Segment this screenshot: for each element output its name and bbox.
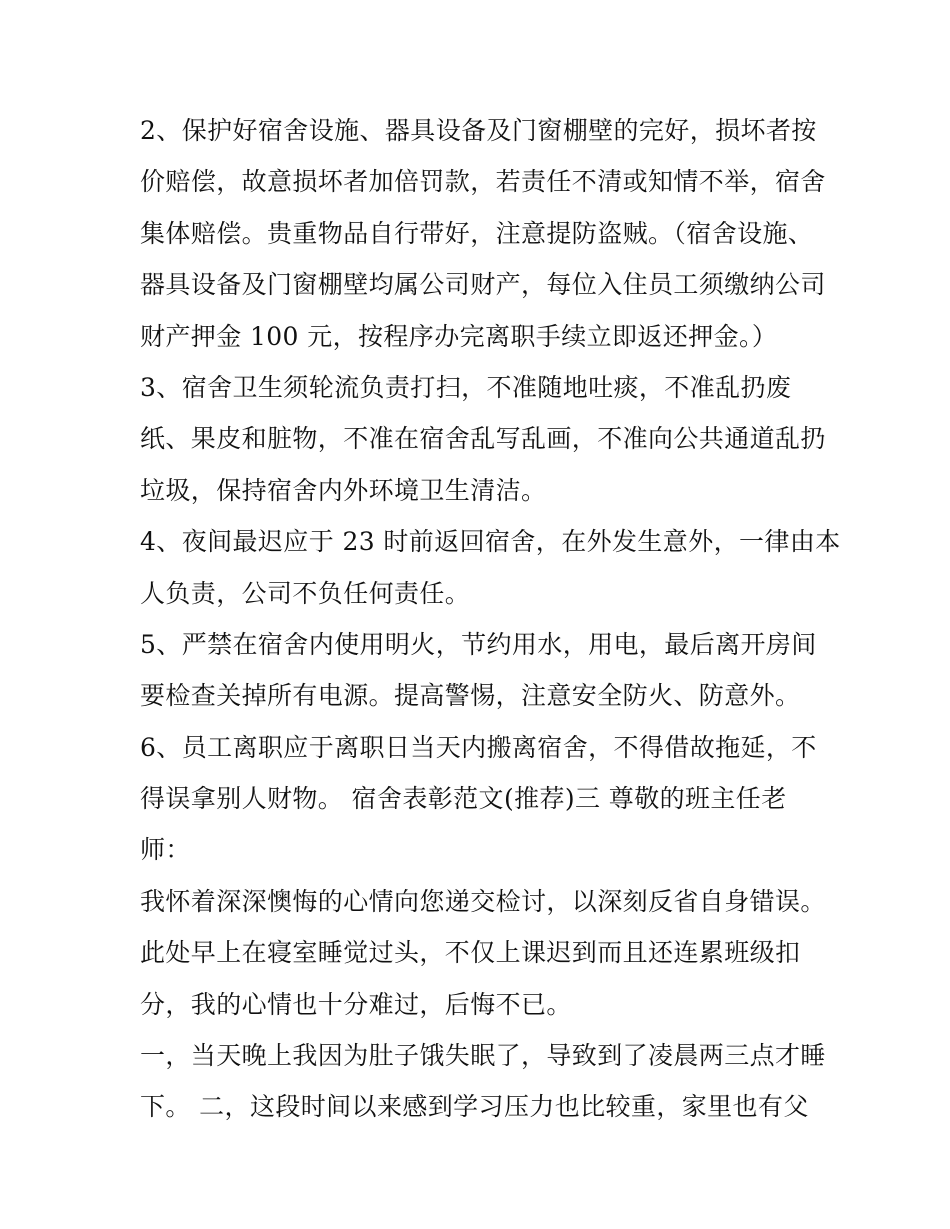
text-line: 集体赔偿。贵重物品自行带好，注意提防盗贼。（宿舍设施、 <box>140 218 814 248</box>
text-line: 我怀着深深懊悔的心情向您递交检讨，以深刻反省自身错误。 <box>140 886 826 916</box>
text-line: 价赔偿，故意损坏者加倍罚款，若责任不清或知情不举，宿舍 <box>140 167 826 197</box>
text-line: 一，当天晚上我因为肚子饿失眠了，导致到了凌晨两三点才睡 <box>140 1041 826 1071</box>
text-line: 得误拿别人财物。 宿舍表彰范文(推荐)三 尊敬的班主任老 <box>140 784 787 814</box>
text-line: 分，我的心情也十分难过，后悔不已。 <box>140 989 572 1019</box>
text-line: 6、员工离职应于离职日当天内搬离宿舍，不得借故拖延，不 <box>140 732 817 762</box>
text-line: 纸、果皮和脏物，不准在宿舍乱写乱画，不准向公共通道乱扔 <box>140 424 826 454</box>
text-line: 下。 二，这段时间以来感到学习压力也比较重，家里也有父 <box>140 1092 809 1122</box>
text-line: 5、严禁在宿舍内使用明火，节约用水，用电，最后离开房间 <box>140 629 817 659</box>
text-line: 器具设备及门窗棚壁均属公司财产，每位入住员工须缴纳公司 <box>140 270 826 300</box>
text-line: 此处早上在寝室睡觉过头，不仅上课迟到而且还连累班级扣 <box>140 938 801 968</box>
text-line: 财产押金 100 元，按程序办完离职手续立即返还押金。） <box>140 321 778 351</box>
text-line: 人负责，公司不负任何责任。 <box>140 578 471 608</box>
text-line: 要检查关掉所有电源。提高警惕，注意安全防火、防意外。 <box>140 681 801 711</box>
text-line: 2、保护好宿舍设施、器具设备及门窗棚壁的完好，损坏者按 <box>140 116 817 145</box>
text-line: 3、宿舍卫生须轮流负责打扫，不准随地吐痰，不准乱扔废 <box>140 372 792 402</box>
text-line: 4、夜间最迟应于 23 时前返回宿舍，在外发生意外，一律由本 <box>140 527 841 557</box>
text-line: 垃圾，保持宿舍内外环境卫生清洁。 <box>140 475 547 505</box>
document-body <box>140 105 841 1133</box>
text-line: 师： <box>140 835 191 865</box>
